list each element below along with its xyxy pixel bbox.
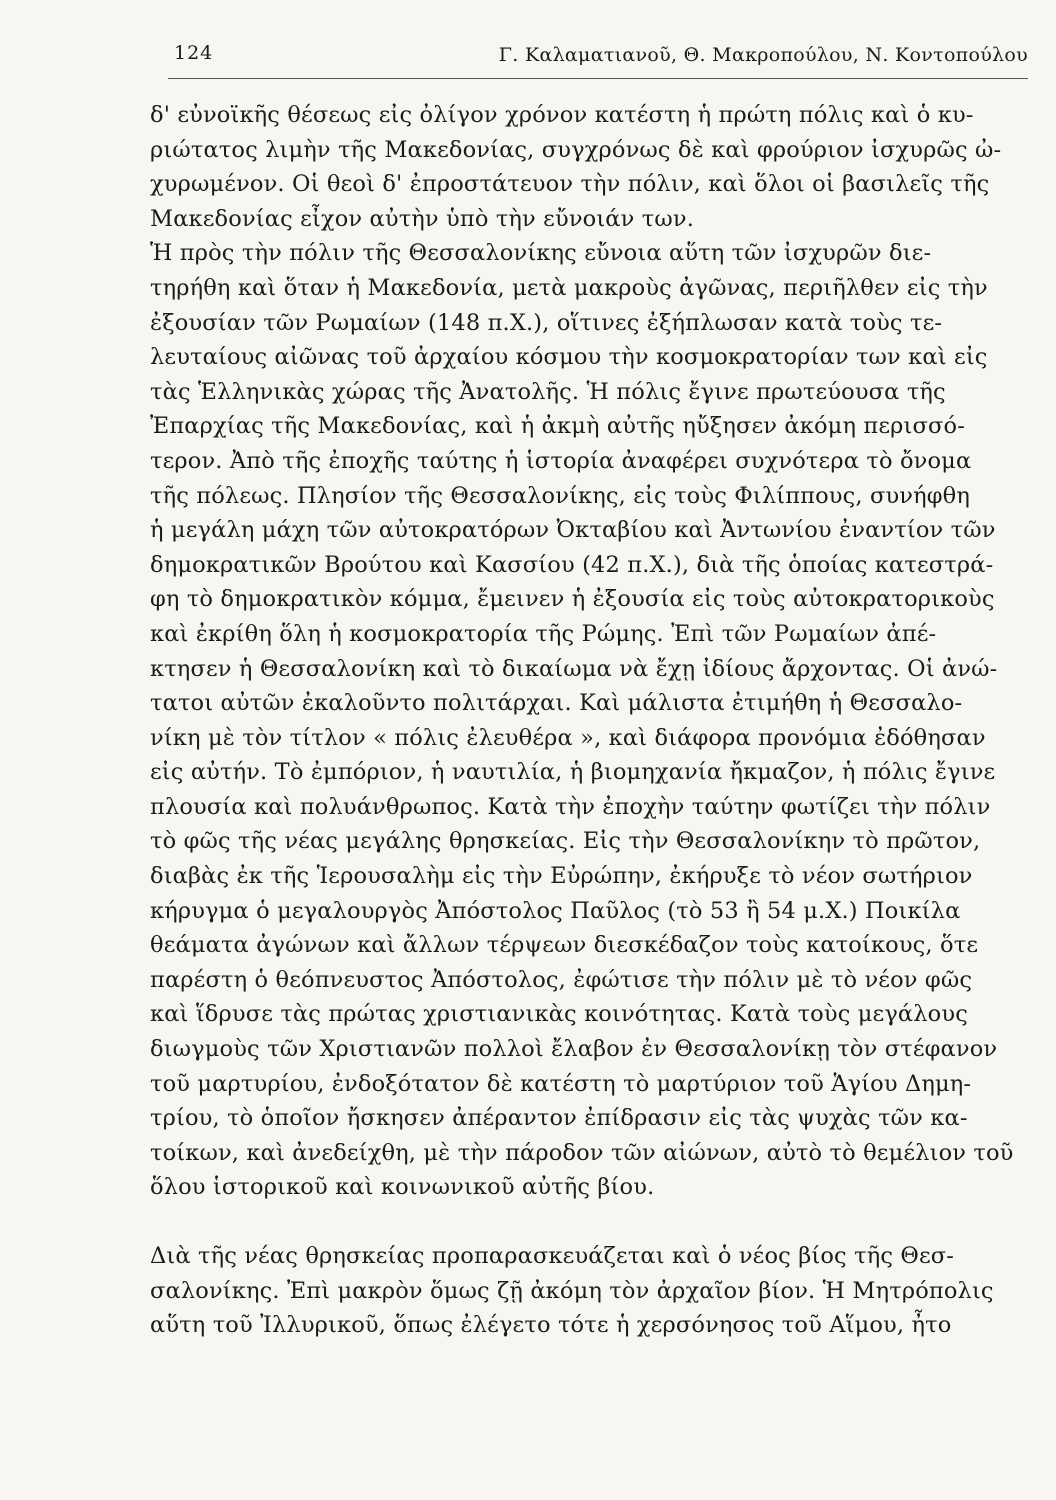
paragraph-2: Ἡ πρὸς τὴν πόλιν τῆς Θεσσαλονίκης εὔνοια αὕτη τῶν ἰσχυρῶν διε- τηρήθη καὶ ὅταν ἡ Μακεδονία, μετὰ μακροὺς ἀγῶνας, περιῆλθεν εἰς τὴν ἐξουσίαν τῶν Ρωμαίων (148 π.Χ.), οἵτινες ἐξήπλωσαν κατὰ τοὺς τε- λευταίους αἰῶνας τοῦ ἀρχαίου κόσμου τὴν κοσμοκρατορίαν των καὶ εἰς τὰς Ἑλληνικὰς χώρας τῆς Ἀνατολῆς. Ἡ πόλις ἔγινε πρωτεύουσα τῆς Ἐπαρχίας τῆς Μακεδονίας, καὶ ἡ ἀκμὴ αὐτῆς ηὔξησεν ἀκόμη περισσό- τερον. Ἀπὸ τῆς ἐποχῆς ταύτης ἡ ἱστορία ἀναφέρει συχνότερα τὸ ὄνομα τῆς πόλεως. Πλησίον τῆς Θεσσαλονίκης, εἰς τοὺς Φιλίππους, συνήφθη ἡ μεγάλη μάχη τῶν αὐτοκρατόρων Ὀκταβίου καὶ Ἀντωνίου ἐναντίον τῶν δημοκρατικῶν Βρούτου καὶ Κασσίου (42 π.Χ.), διὰ τῆς ὁποίας κατεστρά- φη τὸ δημοκρατικὸν κόμμα, ἔμεινεν ἡ ἐξουσία εἰς τοὺς αὐτοκρατορικοὺς καὶ ἐκρίθη ὅλη ἡ κοσμοκρατορία τῆς Ρώμης. Ἐπὶ τῶν Ρωμαίων ἀπέ- κτησεν ἡ Θεσσαλονίκη καὶ τὸ δικαίωμα νὰ ἔχῃ ἰδίους ἄρχοντας. Οἱ ἀνώ- τατοι αὐτῶν ἐκαλοῦντο πολιτάρχαι. Καὶ μάλιστα ἐτιμήθη ἡ Θεσσαλο- νίκη μὲ τὸν τίτλον « πόλις ἐλευθέρα », καὶ διάφορα προνόμια ἐδόθησαν εἰς αὐτήν. Τὸ ἐμπόριον, ἡ ναυτιλία, ἡ βιομηχανία ἤκμαζον, ἡ πόλις ἔγινε πλουσία καὶ πολυάνθρωπος. Κατὰ τὴν ἐποχὴν ταύτην φωτίζει τὴν πόλιν τὸ φῶς τῆς νέας μεγάλης θρησκείας. Εἰς τὴν Θεσσαλονίκην τὸ πρῶτον, διαβὰς ἐκ τῆς Ἱερουσαλὴμ εἰς τὴν Εὐρώπην, ἐκήρυξε τὸ νέον σωτήριον κήρυγμα ὁ μεγαλουργὸς Ἀπόστολος Παῦλος (τὸ 53 ἢ 54 μ.Χ.) Ποικίλα θεάματα ἀγώνων καὶ ἄλλων τέρψεων διεσκέδαζον τοὺς κατοίκους, ὅτε παρέστη ὁ θεόπνευστος Ἀπόστολος, ἐφώτισε τὴν πόλιν μὲ τὸ νέον φῶς καὶ ἵδρυσε τὰς πρώτας χριστιανικὰς κοινότητας. Κατὰ τοὺς μεγάλους διωγμοὺς τῶν Χριστιανῶν πολλοὶ ἔλαβον ἐν Θεσσαλονίκῃ τὸν στέφανον τοῦ μαρτυρίου, ἐνδοξότατον δὲ κατέστη τὸ μαρτύριον τοῦ Ἁγίου Δημη- τρίου, τὸ ὁποῖον ἤσκησεν ἀπέραντον ἐπίδρασιν εἰς τὰς ψυχὰς τῶν κα- τοίκων, καὶ ἀνεδείχθη, μὲ τὴν πάροδον τῶν αἰώνων, αὐτὸ τὸ θεμέλιον τοῦ ὅλου ἱστορικοῦ καὶ κοινωνικοῦ αὐτῆς βίου. [150, 240, 1014, 1201]
body-text [150, 98, 1026, 1343]
paragraph-3: Διὰ τῆς νέας θρησκείας προπαρασκευάζεται καὶ ὁ νέος βίος τῆς Θεσ- σαλονίκης. Ἐπὶ μακρὸν ὅμως ζῇ ἀκόμη τὸν ἀρχαῖον βίον. Ἡ Μητρόπολις αὕτη τοῦ Ἰλλυρικοῦ, ὅπως ἐλέγετο τότε ἡ χερσόνησος τοῦ Αἵμου, ἦτο [150, 1243, 994, 1339]
page-number: 124 [174, 42, 214, 64]
page-header [168, 42, 1028, 79]
paragraph-1: δ' εὐνοϊκῆς θέσεως εἰς ὀλίγον χρόνον κατέστη ἡ πρώτη πόλις καὶ ὁ κυ- ριώτατος λιμὴν τῆς Μακεδονίας, συγχρόνως δὲ καὶ φρούριον ἰσχυρῶς ὠ- χυρωμένον. Οἱ θεοὶ δ' ἐπροστάτευον τὴν πόλιν, καὶ ὅλοι οἱ βασιλεῖς τῆς Μακεδονίας εἶχον αὐτὴν ὑπὸ τὴν εὔνοιάν των. [150, 102, 1002, 232]
running-head: Γ. Καλαματιανοῦ, Θ. Μακροπούλου, Ν. Κοντοπούλου [498, 44, 1028, 66]
